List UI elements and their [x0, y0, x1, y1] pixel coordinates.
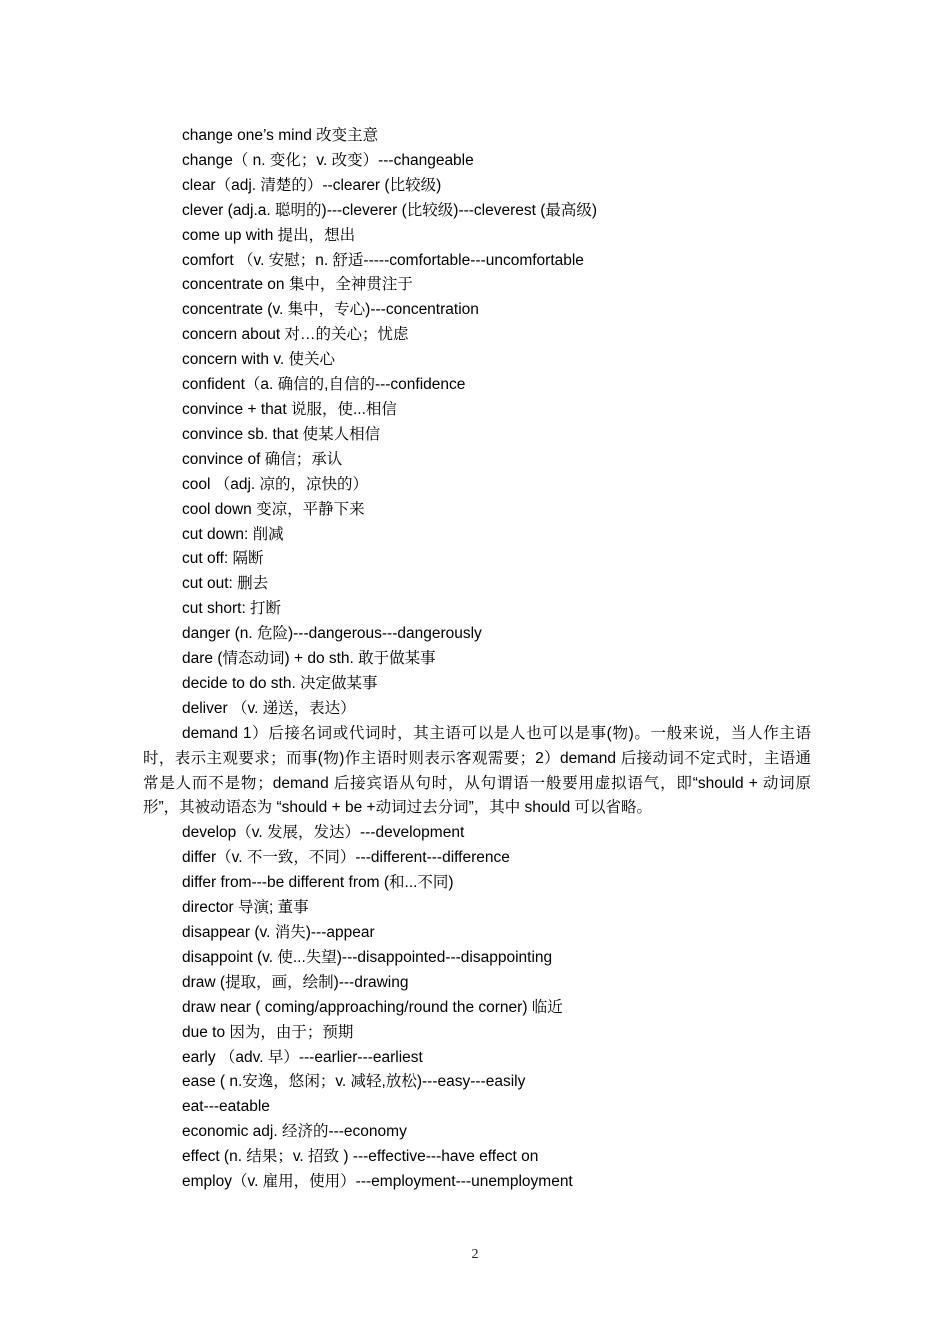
vocab-entry: convince + that 说服，使...相信 [182, 400, 397, 418]
vocab-entry: come up with 提出，想出 [182, 226, 356, 244]
vocab-entry: develop（v. 发展，发达）---development [182, 824, 465, 842]
vocab-entry: employ（v. 雇用，使用）---employment---unemployment [182, 1173, 573, 1191]
vocab-entry: concentrate (v. 集中，专心)---concentration [182, 301, 479, 319]
page-number: 2 [471, 1247, 479, 1262]
vocab-entry: director 导演; 董事 [182, 899, 309, 917]
vocab-entry: early （adv. 早）---earlier---earliest [182, 1048, 423, 1066]
vocab-entry: cut short: 打断 [182, 600, 282, 618]
vocab-entry: concern about 对…的关心；忧虑 [182, 326, 409, 344]
vocab-entry: cut off: 隔断 [182, 550, 264, 568]
vocab-entry: danger (n. 危险)---dangerous---dangerously [182, 625, 482, 643]
vocab-entry: differ（v. 不一致，不同）---different---difference [182, 849, 510, 867]
vocab-entry: cool down 变凉，平静下来 [182, 500, 365, 518]
vocab-entry: dare (情态动词) + do sth. 敢于做某事 [182, 650, 436, 668]
vocab-entry: change（ n. 变化；v. 改变）---changeable [182, 151, 474, 169]
vocab-entry: cut out: 删去 [182, 575, 269, 593]
vocab-entry: change one’s mind 改变主意 [182, 127, 379, 144]
vocab-entry: eat---eatable [182, 1098, 270, 1116]
vocab-entry: effect (n. 结果；v. 招致 ) ---effective---have effect on [182, 1148, 539, 1166]
vocab-entry: clever (adj.a. 聪明的)---cleverer (比较级)---cleverest (最高级) [182, 201, 598, 219]
vocab-entry: ease ( n.安逸，悠闲；v. 减轻,放松)---easy---easily [182, 1073, 526, 1091]
vocab-entry: convince sb. that 使某人相信 [182, 425, 381, 443]
vocab-entry: due to 因为，由于；预期 [182, 1023, 354, 1041]
vocab-entry: concern with v. 使关心 [182, 351, 336, 369]
vocab-entry: differ from---be different from (和...不同) [182, 874, 454, 892]
vocab-entry: cut down: 削减 [182, 525, 284, 543]
vocab-entry: draw near ( coming/approaching/round the corner) 临近 [182, 998, 563, 1016]
vocab-entry: disappoint (v. 使...失望)---disappointed---disappointing [182, 948, 553, 966]
vocab-entry: concentrate on 集中，全神贯注于 [182, 276, 413, 294]
vocab-entry: cool （adj. 凉的，凉快的） [182, 475, 369, 493]
vocab-entry: economic adj. 经济的---economy [182, 1123, 407, 1141]
vocab-entry: decide to do sth. 决定做某事 [182, 674, 378, 692]
vocab-entry: comfort （v. 安慰；n. 舒适-----comfortable---uncomfortable [182, 251, 584, 269]
vocab-entry: deliver （v. 递送，表达） [182, 699, 356, 717]
vocab-entry: convince of 确信；承认 [182, 450, 343, 468]
vocab-entry: draw (提取，画，绘制)---drawing [182, 973, 409, 991]
vocab-entry: clear（adj. 清楚的）--clearer (比较级) [182, 176, 442, 194]
vocab-entry: confident（a. 确信的,自信的---confidence [182, 376, 466, 394]
vocabulary-list [143, 124, 811, 1195]
vocab-entry: disappear (v. 消失)---appear [182, 924, 375, 941]
demand-paragraph: demand 1）后接名词或代词时，其主语可以是人也可以是事(物)。一般来说，当人作主语时，表示主观要求；而事(物)作主语时则表示客观需要；2）demand 后接动词不定式时，主语通常是人而不是物；demand 后接宾语从句时，从句谓语一般要用虚拟语气，即“should + 动词原形”，其被动语态为 “should + be +动词过去分词”，其中 should 可以省略。 [143, 724, 811, 817]
